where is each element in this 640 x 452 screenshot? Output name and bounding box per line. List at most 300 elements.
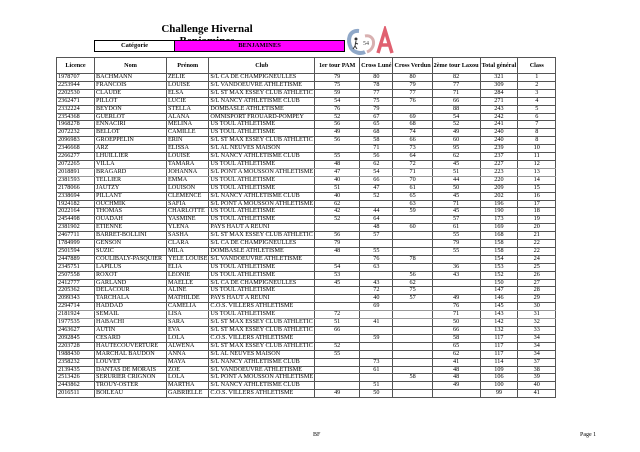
cell-2eme-tour-laxou: 55 [432, 247, 480, 255]
cell-total-general: 154 [480, 255, 518, 263]
cell-1er-tour-pam: 40 [315, 192, 360, 200]
cell-club: S/L CA DE CHAMPIGNEULLES [209, 240, 315, 248]
cell-class: 16 [518, 192, 556, 200]
cell-cross-lune [360, 311, 393, 319]
cell-club: C.O.S. VILLERS ATHLETISME [209, 334, 315, 342]
cell-total-general: 227 [480, 160, 518, 168]
page-number: Page 1 [580, 432, 597, 438]
cell-cross-lune [360, 240, 393, 248]
cell-licence: 2338694 [57, 192, 95, 200]
cell-prenom: YELE LOUISE [168, 255, 208, 262]
table-row [57, 145, 556, 153]
cell-prenom: CLEMENCE [167, 192, 209, 200]
cell-1er-tour-pam: 51 [315, 319, 360, 327]
cell-1er-tour-pam: 48 [315, 247, 360, 255]
cell-prenom: ALWENA [167, 342, 209, 350]
cell-nom: OUCHMIK [95, 200, 167, 208]
cell-cross-verdun: 57 [393, 295, 432, 303]
table-row [57, 208, 556, 216]
cell-cross-lune [360, 350, 393, 358]
cell-nom: HABACHI [95, 319, 167, 327]
cell-club: C.O.S. VILLERS ATHLETISME [209, 303, 315, 311]
cell-1er-tour-pam [315, 334, 360, 342]
cell-cross-lune: 77 [360, 89, 393, 97]
cell-club: S/L CA DE CHAMPIGNEULLES [209, 279, 315, 287]
cell-nom: BRAGARD [95, 168, 167, 176]
cell-class: 11 [518, 153, 556, 161]
cell-total-general: 153 [480, 263, 518, 271]
cell-nom: SERURIER CRIGNON [95, 374, 167, 382]
cell-total-general: 109 [480, 366, 518, 374]
table-row [57, 81, 556, 89]
category-box [94, 40, 345, 52]
cell-prenom: STELLA [167, 105, 209, 113]
header-prenom: Prénom [167, 58, 209, 74]
cell-nom: AUTIN [95, 327, 167, 335]
cell-cross-lune: 47 [360, 184, 393, 192]
cell-club: S/L NANCY ATHLETISME CLUB [209, 358, 315, 366]
cell-cross-lune: 54 [360, 168, 393, 176]
cell-class: 5 [518, 105, 556, 113]
cell-1er-tour-pam: 51 [315, 184, 360, 192]
cell-class: 41 [518, 390, 556, 398]
cell-licence: 2358232 [57, 358, 95, 366]
cell-class: 26 [518, 271, 556, 279]
cell-2eme-tour-laxou: 50 [432, 319, 480, 327]
cell-club: S/L NANCY ATHLETISME CLUB [209, 382, 315, 390]
cell-1er-tour-pam: 55 [315, 350, 360, 358]
logo-sub: 54 [363, 41, 369, 47]
table-row [57, 113, 556, 121]
cell-total-general: 106 [480, 374, 518, 382]
cell-cross-verdun: 80 [393, 74, 432, 82]
cell-2eme-tour-laxou [432, 279, 480, 287]
cell-cross-verdun: 70 [393, 176, 432, 184]
cell-cross-verdun [393, 247, 432, 255]
cell-licence: 2092845 [57, 334, 95, 342]
cell-cross-lune: 52 [360, 192, 393, 200]
cell-prenom: LOUISE [167, 153, 209, 161]
cell-2eme-tour-laxou: 60 [432, 137, 480, 145]
cell-cross-lune: 76 [360, 255, 393, 263]
cell-nom: OUADAH [95, 216, 167, 224]
cell-cross-verdun: 76 [393, 97, 432, 105]
cell-nom: PILLANT [95, 192, 167, 200]
cell-1er-tour-pam: 54 [315, 97, 360, 105]
cell-cross-verdun: 59 [393, 208, 432, 216]
cell-cross-verdun: 64 [393, 153, 432, 161]
cell-2eme-tour-laxou: 71 [432, 89, 480, 97]
cell-total-general: 117 [480, 342, 518, 350]
header-nom: Nom [95, 58, 167, 74]
cell-1er-tour-pam: 45 [315, 279, 360, 287]
cell-nom: CESARD [95, 334, 167, 342]
cell-2eme-tour-laxou: 95 [432, 145, 480, 153]
cell-cross-verdun: 56 [393, 271, 432, 279]
cell-1er-tour-pam: 56 [315, 137, 360, 145]
cell-cross-verdun: 58 [393, 374, 432, 382]
cell-club: S/L AL NEUVES MAISON [209, 145, 315, 153]
cell-nom: HAUTECOUVERTURE [95, 342, 167, 350]
cell-club: US TOUL ATHLETISME [209, 184, 315, 192]
cell-2eme-tour-laxou: 48 [432, 366, 480, 374]
cell-1er-tour-pam: 52 [315, 113, 360, 121]
cell-total-general: 117 [480, 334, 518, 342]
cell-total-general: 202 [480, 192, 518, 200]
cell-licence: 2099343 [57, 295, 95, 303]
cell-licence: 2072232 [57, 129, 95, 137]
cell-nom: GROEPPELIN [95, 137, 167, 145]
cell-cross-lune: 48 [360, 224, 393, 232]
table-row [57, 74, 556, 82]
cell-class: 25 [518, 263, 556, 271]
cell-licence: 1978707 [57, 74, 95, 82]
cell-licence: 2454498 [57, 216, 95, 224]
cell-cross-verdun [393, 342, 432, 350]
cell-cross-lune: 56 [360, 153, 393, 161]
cell-total-general: 147 [480, 287, 518, 295]
cell-total-general: 321 [480, 74, 518, 82]
cell-1er-tour-pam: 62 [315, 200, 360, 208]
cell-licence: 2501594 [57, 247, 95, 255]
cell-1er-tour-pam: 40 [315, 176, 360, 184]
cell-cross-lune: 68 [360, 129, 393, 137]
cell-total-general: 173 [480, 216, 518, 224]
table-row [57, 263, 556, 271]
cell-prenom: MAYA [167, 358, 209, 366]
cell-nom: JAUTZY [95, 184, 167, 192]
cell-club: C.O.S. VILLERS ATHLETISME [209, 390, 315, 398]
cell-prenom: YLENA [167, 224, 209, 232]
cell-prenom: TAMARA [167, 160, 209, 168]
cell-class: 34 [518, 334, 556, 342]
results-table [56, 57, 556, 398]
cell-total-general: 142 [480, 319, 518, 327]
cell-2eme-tour-laxou [432, 255, 480, 263]
cell-prenom: MATHILDE [167, 295, 209, 303]
cell-licence: 2463627 [57, 327, 95, 335]
cell-cross-lune: 50 [360, 390, 393, 398]
cell-cross-verdun: 75 [393, 287, 432, 295]
cell-cross-verdun: 62 [393, 279, 432, 287]
cell-nom: ROXOT [95, 271, 167, 279]
cell-2eme-tour-laxou: 49 [432, 382, 480, 390]
cell-2eme-tour-laxou: 48 [432, 374, 480, 382]
cell-cross-lune: 72 [360, 287, 393, 295]
cell-club: S/L CA DE CHAMPIGNEULLES [209, 74, 315, 82]
cell-cross-verdun [393, 350, 432, 358]
table-row [57, 279, 556, 287]
cell-cross-verdun: 73 [393, 145, 432, 153]
cell-1er-tour-pam [315, 224, 360, 232]
cell-nom: BARRET-BOLLINI [95, 232, 167, 240]
cell-1er-tour-pam: 53 [315, 271, 360, 279]
cell-1er-tour-pam [315, 287, 360, 295]
cell-total-general: 117 [480, 350, 518, 358]
cell-cross-verdun: 66 [393, 137, 432, 145]
cell-class: 8 [518, 129, 556, 137]
table-row [57, 374, 556, 382]
cell-1er-tour-pam: 56 [315, 232, 360, 240]
cell-cross-lune: 79 [360, 105, 393, 113]
cell-nom: CLAUDE [95, 89, 167, 97]
cell-club: S/L AL NEUVES MAISON [209, 350, 315, 358]
table-row [57, 271, 556, 279]
cell-cross-lune: 58 [360, 137, 393, 145]
cell-cross-lune: 73 [360, 358, 393, 366]
cell-prenom: CLARA [167, 240, 209, 248]
cell-nom: PILLOT [95, 97, 167, 105]
cell-nom: BELLOT [95, 129, 167, 137]
cell-1er-tour-pam: 76 [315, 105, 360, 113]
cell-cross-lune [360, 271, 393, 279]
cell-2eme-tour-laxou: 66 [432, 327, 480, 335]
cell-2eme-tour-laxou: 62 [432, 350, 480, 358]
cell-1er-tour-pam: 75 [315, 81, 360, 89]
cell-1er-tour-pam [315, 382, 360, 390]
cell-nom: ENNACIRI [95, 121, 167, 129]
cell-1er-tour-pam: 49 [315, 390, 360, 398]
cell-prenom: LOLA [167, 374, 209, 382]
cell-club: S/L PONT A MOUSSON ATHLETISME [210, 373, 314, 381]
cell-total-general: 145 [480, 303, 518, 311]
cell-club: PAYS HAUT A REUNI [209, 295, 315, 303]
cell-cross-verdun: 61 [393, 184, 432, 192]
footer-initials: BF [313, 432, 321, 438]
cell-prenom: GABRIELLE [167, 390, 209, 398]
cell-prenom: EMMA [167, 176, 209, 184]
cell-prenom: CAMILLE [167, 129, 209, 137]
page-title: Challenge Hivernal [161, 23, 253, 35]
cell-cross-lune: 55 [360, 247, 393, 255]
cell-total-general: 169 [480, 224, 518, 232]
cell-licence: 2096983 [57, 137, 95, 145]
cell-class: 18 [518, 208, 556, 216]
table-row [57, 224, 556, 232]
cell-cross-verdun [393, 327, 432, 335]
cell-class: 6 [518, 113, 556, 121]
table-row [57, 121, 556, 129]
cell-cross-lune: 64 [360, 216, 393, 224]
cell-1er-tour-pam: 52 [315, 216, 360, 224]
cell-2eme-tour-laxou: 57 [432, 216, 480, 224]
cell-prenom: LOUISE [167, 81, 209, 89]
cell-cross-verdun [393, 319, 432, 327]
cell-cross-lune: 63 [360, 263, 393, 271]
cell-club: US TOUL ATHLETISME [209, 208, 315, 216]
table-row [57, 334, 556, 342]
header-total-general: Total général [480, 58, 518, 74]
cell-nom: FRANCOIS [95, 81, 167, 89]
table-row [57, 160, 556, 168]
cell-licence: 2507558 [57, 271, 95, 279]
cell-cross-lune: 41 [360, 319, 393, 327]
table-row [57, 89, 556, 97]
cell-2eme-tour-laxou: 45 [432, 160, 480, 168]
cell-cross-lune: 59 [360, 334, 393, 342]
cell-club: US TOUL ATHLETISME [209, 129, 315, 137]
cell-licence: 2332224 [57, 105, 95, 113]
cell-licence: 1988430 [57, 350, 95, 358]
cell-2eme-tour-laxou: 36 [432, 263, 480, 271]
cell-cross-verdun: 77 [393, 89, 432, 97]
cell-nom: LHUILLIER [95, 153, 167, 161]
table-row [57, 350, 556, 358]
cell-2eme-tour-laxou: 61 [432, 224, 480, 232]
cell-cross-verdun [393, 240, 432, 248]
cell-prenom: SAFIA [167, 200, 209, 208]
cell-licence: 2345751 [57, 263, 95, 271]
cell-cross-verdun [393, 358, 432, 366]
cell-licence: 2205362 [57, 287, 95, 295]
cell-cross-verdun [393, 334, 432, 342]
cell-2eme-tour-laxou: 77 [432, 81, 480, 89]
cell-2eme-tour-laxou [432, 287, 480, 295]
cell-1er-tour-pam [315, 145, 360, 153]
cell-class: 31 [518, 311, 556, 319]
cell-nom: GUERLOT [95, 113, 167, 121]
cell-total-general: 209 [480, 184, 518, 192]
cell-cross-verdun: 65 [393, 192, 432, 200]
table-row [57, 327, 556, 335]
table-row [57, 255, 556, 263]
cell-licence: 2381593 [57, 176, 95, 184]
cell-prenom: MILA [167, 247, 209, 255]
cell-nom: HADDAD [95, 303, 167, 311]
cell-prenom: LISA [167, 311, 209, 319]
cell-club: S/L PONT A MOUSSON ATHLETISME [210, 200, 314, 207]
cell-club: S/L ST MAX ESSEY CLUB ATHLETIC [210, 342, 313, 349]
cell-prenom: MELINA [167, 121, 209, 129]
cell-club: S/L ST MAX ESSEY CLUB ATHLETIC [210, 89, 313, 96]
cell-nom: THOMAS [95, 208, 167, 216]
cell-2eme-tour-laxou: 65 [432, 342, 480, 350]
cell-cross-lune: 57 [360, 232, 393, 240]
cell-total-general: 150 [480, 279, 518, 287]
cell-licence: 2018891 [57, 168, 95, 176]
cell-club: S/L VANDOEUVRE ATHLETISME [209, 255, 315, 263]
cell-2eme-tour-laxou: 82 [432, 74, 480, 82]
cell-nom: BOILEAU [95, 390, 167, 398]
cell-licence: 1924182 [57, 200, 95, 208]
cell-nom: SUZIC [95, 247, 167, 255]
cell-club: S/L ST MAX ESSEY CLUB ATHLETIC [210, 231, 313, 239]
cell-prenom: CHARLOTTE [167, 208, 209, 216]
cell-licence: 2178066 [57, 184, 95, 192]
table-header-row [57, 58, 556, 74]
table-row [57, 382, 556, 390]
cell-prenom: EVA [167, 327, 209, 335]
cell-cross-verdun [393, 232, 432, 240]
cell-class: 3 [518, 89, 556, 97]
table-row [57, 192, 556, 200]
cell-class: 38 [518, 366, 556, 374]
table-row [57, 153, 556, 161]
cell-licence: 2447889 [57, 255, 95, 263]
cell-cross-verdun [393, 382, 432, 390]
cell-cross-verdun: 63 [393, 200, 432, 208]
cell-cross-verdun: 79 [393, 81, 432, 89]
cell-cross-lune: 51 [360, 382, 393, 390]
cell-nom: SEMAIL [95, 311, 167, 319]
cell-class: 2 [518, 81, 556, 89]
cell-cross-verdun [393, 105, 432, 113]
cell-club: S/L NANCY ATHLETISME CLUB [209, 192, 315, 200]
header-cross-verdun: Cross Verdun [393, 58, 432, 74]
cell-licence: 2016511 [57, 390, 95, 398]
cell-1er-tour-pam [315, 303, 360, 311]
cell-club: S/L VANDOEUVRE ATHLETISME [209, 81, 315, 89]
cell-cross-lune [360, 200, 393, 208]
cell-licence: 2072265 [57, 160, 95, 168]
cell-2eme-tour-laxou [432, 390, 480, 398]
cell-cross-verdun: 74 [393, 129, 432, 137]
cell-cross-verdun: 78 [393, 255, 432, 263]
table-row [57, 129, 556, 137]
cell-total-general: 239 [480, 145, 518, 153]
cell-class: 29 [518, 295, 556, 303]
cell-licence: 2354368 [57, 113, 95, 121]
cell-licence: 2467711 [57, 232, 95, 240]
cell-1er-tour-pam: 79 [315, 74, 360, 82]
cell-class: 32 [518, 319, 556, 327]
cell-cross-verdun: 68 [393, 121, 432, 129]
cell-class: 22 [518, 240, 556, 248]
cell-total-general: 309 [480, 81, 518, 89]
cell-total-general: 240 [480, 137, 518, 145]
cell-cross-lune [360, 374, 393, 382]
cell-2eme-tour-laxou: 54 [432, 113, 480, 121]
cell-total-general: 243 [480, 105, 518, 113]
cell-licence: 2202530 [57, 89, 95, 97]
cell-class: 4 [518, 97, 556, 105]
cell-total-general: 168 [480, 232, 518, 240]
table-row [57, 390, 556, 398]
table-row [57, 97, 556, 105]
cell-total-general: 237 [480, 153, 518, 161]
cell-2eme-tour-laxou: 45 [432, 192, 480, 200]
cell-cross-verdun [393, 366, 432, 374]
cell-2eme-tour-laxou: 79 [432, 240, 480, 248]
header-1er-tour-pam: 1er tour PAM [315, 58, 360, 74]
cell-total-general: 241 [480, 121, 518, 129]
cell-prenom: ANNA [167, 350, 209, 358]
cell-class: 1 [518, 74, 556, 82]
cell-total-general: 99 [480, 390, 518, 398]
cell-1er-tour-pam [315, 366, 360, 374]
table-row [57, 200, 556, 208]
cell-prenom: YASMINE [167, 216, 209, 224]
cell-licence: 1977535 [57, 319, 95, 327]
cell-cross-lune: 44 [360, 208, 393, 216]
cell-club: US TOUL ATHLETISME [209, 121, 315, 129]
cell-club: US TOUL ATHLETISME [209, 176, 315, 184]
cell-class: 12 [518, 160, 556, 168]
cell-club: S/L NANCY ATHLETISME CLUB [209, 153, 315, 161]
cell-1er-tour-pam: 56 [315, 121, 360, 129]
table-row [57, 176, 556, 184]
cell-class: 21 [518, 232, 556, 240]
cell-club: DOMBASLE ATHLETISME [209, 105, 315, 113]
cell-total-general: 100 [480, 382, 518, 390]
cell-1er-tour-pam: 66 [315, 327, 360, 335]
cell-class: 40 [518, 382, 556, 390]
cell-class: 20 [518, 224, 556, 232]
cell-total-general: 196 [480, 200, 518, 208]
cell-cross-verdun [393, 303, 432, 311]
cell-class: 24 [518, 255, 556, 263]
cell-class: 39 [518, 374, 556, 382]
